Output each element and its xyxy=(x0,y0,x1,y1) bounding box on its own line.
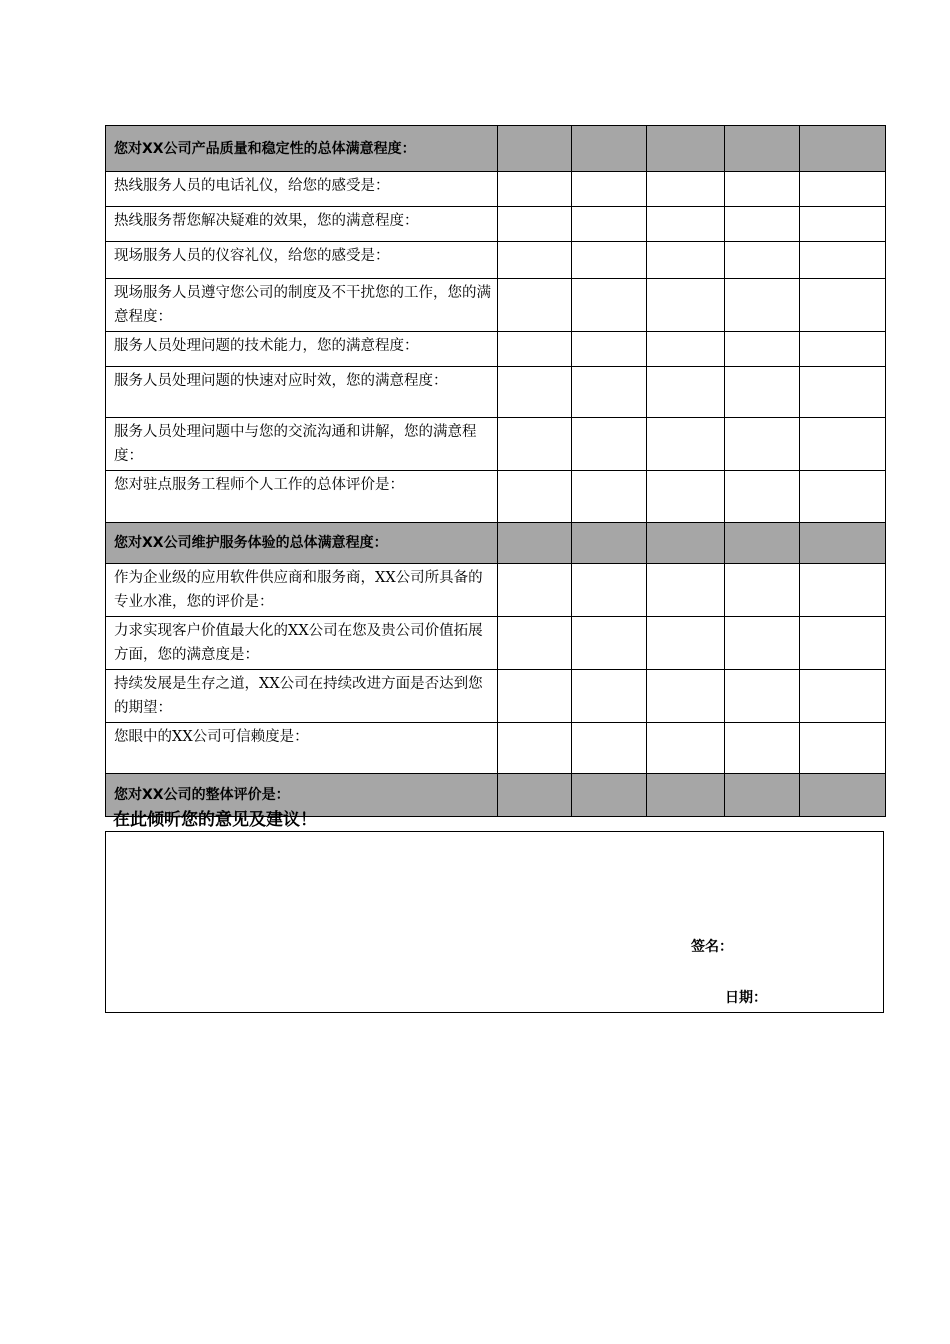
comments-box[interactable] xyxy=(105,831,884,1013)
question-text: 您对XX公司的整体评价是： xyxy=(106,774,498,817)
rating-cell[interactable] xyxy=(725,332,800,367)
rating-cell[interactable] xyxy=(572,670,647,723)
question-row xyxy=(106,279,886,332)
question-text: 热线服务人员的电话礼仪，给您的感受是： xyxy=(106,172,498,207)
question-row xyxy=(106,242,886,279)
question-text: 热线服务帮您解决疑难的效果，您的满意程度： xyxy=(106,207,498,242)
rating-cell[interactable] xyxy=(725,172,800,207)
rating-cell[interactable] xyxy=(498,207,572,242)
rating-cell[interactable] xyxy=(800,564,886,617)
rating-cell[interactable] xyxy=(647,670,725,723)
rating-cell[interactable] xyxy=(800,523,886,564)
rating-cell[interactable] xyxy=(725,471,800,523)
rating-cell[interactable] xyxy=(498,617,572,670)
question-row xyxy=(106,471,886,523)
question-row xyxy=(106,367,886,418)
question-text: 服务人员处理问题的快速对应时效，您的满意程度： xyxy=(106,367,498,418)
rating-cell[interactable] xyxy=(498,242,572,279)
rating-cell[interactable] xyxy=(800,279,886,332)
rating-cell[interactable] xyxy=(498,564,572,617)
question-text: 作为企业级的应用软件供应商和服务商，XX公司所具备的专业水准，您的评价是： xyxy=(106,564,498,617)
rating-cell[interactable] xyxy=(725,418,800,471)
rating-cell[interactable] xyxy=(572,126,647,172)
rating-cell[interactable] xyxy=(800,617,886,670)
rating-cell[interactable] xyxy=(725,723,800,774)
rating-cell[interactable] xyxy=(572,564,647,617)
rating-cell[interactable] xyxy=(647,172,725,207)
rating-cell[interactable] xyxy=(800,242,886,279)
rating-cell[interactable] xyxy=(572,332,647,367)
question-row xyxy=(106,418,886,471)
question-row xyxy=(106,617,886,670)
rating-cell[interactable] xyxy=(725,670,800,723)
rating-cell[interactable] xyxy=(800,126,886,172)
rating-cell[interactable] xyxy=(647,207,725,242)
rating-cell[interactable] xyxy=(572,774,647,817)
rating-cell[interactable] xyxy=(647,279,725,332)
rating-cell[interactable] xyxy=(647,242,725,279)
question-text: 您对XX公司维护服务体验的总体满意程度： xyxy=(106,523,498,564)
rating-cell[interactable] xyxy=(725,242,800,279)
question-row xyxy=(106,332,886,367)
satisfaction-table xyxy=(105,125,886,817)
rating-cell[interactable] xyxy=(800,723,886,774)
rating-cell[interactable] xyxy=(572,172,647,207)
rating-cell[interactable] xyxy=(647,617,725,670)
question-text: 您眼中的XX公司可信赖度是： xyxy=(106,723,498,774)
signature-label: 签名： xyxy=(691,939,733,955)
question-text: 服务人员处理问题中与您的交流沟通和讲解，您的满意程度： xyxy=(106,418,498,471)
rating-cell[interactable] xyxy=(647,332,725,367)
rating-cell[interactable] xyxy=(498,774,572,817)
rating-cell[interactable] xyxy=(572,523,647,564)
question-text: 服务人员处理问题的技术能力，您的满意程度： xyxy=(106,332,498,367)
rating-cell[interactable] xyxy=(572,418,647,471)
rating-cell[interactable] xyxy=(647,126,725,172)
rating-cell[interactable] xyxy=(498,670,572,723)
rating-cell[interactable] xyxy=(800,207,886,242)
rating-cell[interactable] xyxy=(800,471,886,523)
rating-cell[interactable] xyxy=(572,279,647,332)
rating-cell[interactable] xyxy=(725,617,800,670)
rating-cell[interactable] xyxy=(800,332,886,367)
rating-cell[interactable] xyxy=(498,126,572,172)
rating-cell[interactable] xyxy=(572,471,647,523)
date-label: 日期： xyxy=(725,990,767,1006)
rating-cell[interactable] xyxy=(800,670,886,723)
rating-cell[interactable] xyxy=(800,774,886,817)
question-text: 您对XX公司产品质量和稳定性的总体满意程度： xyxy=(106,126,498,172)
rating-cell[interactable] xyxy=(647,564,725,617)
rating-cell[interactable] xyxy=(725,523,800,564)
rating-cell[interactable] xyxy=(572,367,647,418)
rating-cell[interactable] xyxy=(647,367,725,418)
rating-cell[interactable] xyxy=(572,723,647,774)
question-text: 您对驻点服务工程师个人工作的总体评价是： xyxy=(106,471,498,523)
rating-cell[interactable] xyxy=(498,471,572,523)
rating-cell[interactable] xyxy=(725,564,800,617)
rating-cell[interactable] xyxy=(498,523,572,564)
rating-cell[interactable] xyxy=(725,774,800,817)
rating-cell[interactable] xyxy=(725,207,800,242)
rating-cell[interactable] xyxy=(572,207,647,242)
rating-cell[interactable] xyxy=(800,367,886,418)
rating-cell[interactable] xyxy=(647,774,725,817)
rating-cell[interactable] xyxy=(498,367,572,418)
rating-cell[interactable] xyxy=(572,242,647,279)
rating-cell[interactable] xyxy=(647,723,725,774)
rating-cell[interactable] xyxy=(498,332,572,367)
rating-cell[interactable] xyxy=(800,418,886,471)
section-header-row xyxy=(106,126,886,172)
rating-cell[interactable] xyxy=(800,172,886,207)
rating-cell[interactable] xyxy=(498,279,572,332)
section-header-row xyxy=(106,523,886,564)
question-row xyxy=(106,723,886,774)
rating-cell[interactable] xyxy=(498,723,572,774)
question-row xyxy=(106,670,886,723)
rating-cell[interactable] xyxy=(572,617,647,670)
rating-cell[interactable] xyxy=(647,471,725,523)
question-text: 持续发展是生存之道，XX公司在持续改进方面是否达到您的期望： xyxy=(106,670,498,723)
question-text: 现场服务人员遵守您公司的制度及不干扰您的工作，您的满意程度： xyxy=(106,279,498,332)
rating-cell[interactable] xyxy=(498,172,572,207)
rating-cell[interactable] xyxy=(647,523,725,564)
question-row xyxy=(106,564,886,617)
question-row xyxy=(106,207,886,242)
comments-title: 在此倾听您的意见及建议！ xyxy=(113,810,317,830)
rating-cell[interactable] xyxy=(725,279,800,332)
question-row xyxy=(106,172,886,207)
rating-cell[interactable] xyxy=(498,418,572,471)
question-text: 力求实现客户价值最大化的XX公司在您及贵公司价值拓展方面，您的满意度是： xyxy=(106,617,498,670)
question-text: 现场服务人员的仪容礼仪，给您的感受是： xyxy=(106,242,498,279)
rating-cell[interactable] xyxy=(725,367,800,418)
rating-cell[interactable] xyxy=(725,126,800,172)
rating-cell[interactable] xyxy=(647,418,725,471)
